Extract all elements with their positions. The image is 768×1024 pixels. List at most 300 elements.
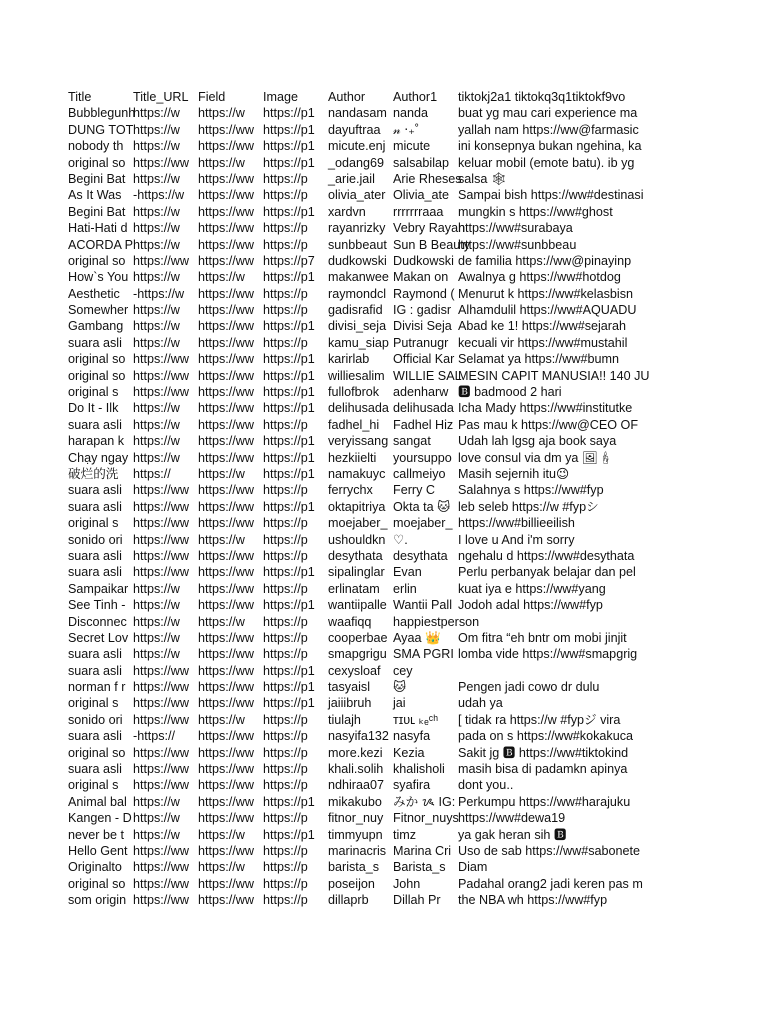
table-cell: https://p <box>263 516 308 531</box>
table-cell: みか ᝰ IG: <box>393 794 456 809</box>
table-cell: suara asli <box>68 417 122 432</box>
table-cell: desythata <box>328 548 383 563</box>
table-row <box>68 351 658 367</box>
table-cell: original s <box>68 516 119 531</box>
table-cell: 🐱 <box>393 680 407 695</box>
table-cell: micute <box>393 139 431 154</box>
table-cell: salsabilap <box>393 155 450 170</box>
table-row <box>68 220 658 236</box>
table-cell: oktapitriya <box>328 499 386 514</box>
table-cell: moejaber_ <box>393 516 453 531</box>
table-row <box>68 269 658 285</box>
table-cell: Hello Gent <box>68 843 128 858</box>
table-cell: suara asli <box>68 499 122 514</box>
table-cell: https://p <box>263 893 308 908</box>
table-cell: https://ww <box>198 401 254 416</box>
table-cell: https://ww <box>133 532 189 547</box>
table-cell: dillaprb <box>328 893 369 908</box>
table-cell: https://w <box>198 466 245 481</box>
table-cell: https://ww <box>133 893 189 908</box>
table-cell: https://ww#surabaya <box>458 221 573 236</box>
table-cell: https://p1 <box>263 106 315 121</box>
table-cell: yoursuppo <box>393 450 452 465</box>
table-cell: https://ww <box>198 843 254 858</box>
table-cell: xardvn <box>328 204 366 219</box>
table-cell: 🅱 badmood 2 hari <box>458 385 562 400</box>
table-row <box>68 450 658 466</box>
table-cell: https://ww <box>198 171 254 186</box>
table-cell: -https://w <box>133 188 185 203</box>
table-cell: https://p <box>263 811 308 826</box>
table-cell: https://w <box>133 598 180 613</box>
table-cell: IG : gadisr <box>393 303 452 318</box>
table-cell: nandasam <box>328 106 387 121</box>
table-cell: https://p1 <box>263 155 315 170</box>
header-row <box>68 89 658 105</box>
table-cell: https://w <box>133 827 180 842</box>
table-cell: https://w <box>133 171 180 186</box>
table-cell: nobody th <box>68 139 124 154</box>
table-cell: kamu_siap <box>328 335 389 350</box>
table-cell: https://p1 <box>263 466 315 481</box>
table-cell: https://ww#sunbbeau <box>458 237 577 252</box>
table-cell: https://p1 <box>263 385 315 400</box>
table-cell: https://p <box>263 532 308 547</box>
table-cell: SMA PGRI <box>393 647 454 662</box>
table-cell: John <box>393 876 421 891</box>
table-cell: https://ww <box>198 696 254 711</box>
table-cell: delihusada <box>328 401 389 416</box>
table-row <box>68 859 658 875</box>
table-cell: https://ww <box>133 712 189 727</box>
table-cell: Uso de sab https://ww#sabonete <box>458 843 641 858</box>
table-row <box>68 105 658 121</box>
table-cell: Padahal orang2 jadi keren pas m <box>458 876 643 891</box>
table-cell: nasyifa132 <box>328 729 389 744</box>
table-cell: [ tidak ra https://w #fypジ vira <box>458 712 621 727</box>
table-cell: https://w <box>198 155 245 170</box>
table-cell: https://ww <box>198 794 254 809</box>
table-cell: micute.enj <box>328 139 386 154</box>
table-cell: https://p1 <box>263 827 315 842</box>
table-cell: Ferry C <box>393 483 435 498</box>
table-cell: raymondcl <box>328 286 387 301</box>
table-cell: Raymond ( <box>393 286 455 301</box>
table-cell: https://ww <box>198 811 254 826</box>
table-cell: https://ww <box>133 762 189 777</box>
table-cell: https://ww <box>198 335 254 350</box>
table-cell: ini konsepnya bukan ngehina, ka <box>458 139 642 154</box>
table-cell: https://p1 <box>263 139 315 154</box>
table-cell: masih bisa di padamkn apinya <box>458 762 628 777</box>
table-cell: sonido ori <box>68 532 123 547</box>
table-cell: https://ww <box>198 548 254 563</box>
table-row <box>68 614 658 630</box>
table-cell: https://p1 <box>263 122 315 137</box>
table-cell: veryissang <box>328 434 389 449</box>
header-cell-author: Author <box>328 90 366 104</box>
table-cell: sangat <box>393 434 431 449</box>
table-cell: jai <box>393 696 406 711</box>
table-row <box>68 876 658 892</box>
table-cell: erlin <box>393 581 417 596</box>
table-row <box>68 794 658 810</box>
table-cell: wantiipalle <box>328 598 387 613</box>
table-cell: https://p <box>263 237 308 252</box>
table-cell: https://p <box>263 548 308 563</box>
table-cell: https://ww <box>133 565 189 580</box>
table-cell: See Tinh - <box>68 598 126 613</box>
table-cell: https://ww <box>133 696 189 711</box>
table-cell: https://p <box>263 614 308 629</box>
table-cell: original so <box>68 368 126 383</box>
table-cell: https://p1 <box>263 204 315 219</box>
table-cell: fadhel_hi <box>328 417 380 432</box>
table-cell: Disconnec <box>68 614 127 629</box>
table-cell: cey <box>393 663 413 678</box>
table-cell: som origin <box>68 893 127 908</box>
table-cell: sunbbeaut <box>328 237 387 252</box>
table-cell: MESIN CAPIT MANUSIA!! 140 JU <box>458 368 650 383</box>
table-row <box>68 286 658 302</box>
table-cell: jaiiibruh <box>328 696 372 711</box>
table-cell: https://ww <box>198 680 254 695</box>
table-cell: Arie Rheses <box>393 171 462 186</box>
table-cell: https://w <box>133 335 180 350</box>
table-cell: https://p1 <box>263 499 315 514</box>
table-cell: https://ww#billieeilish <box>458 516 575 531</box>
table-cell: https://p1 <box>263 696 315 711</box>
table-cell: Official Kar <box>393 352 455 367</box>
table-row <box>68 810 658 826</box>
table-cell <box>458 614 658 630</box>
table-cell: Kangen - D <box>68 811 132 826</box>
table-cell: Om fitra “eh bntr om mobi jinjit <box>458 630 627 645</box>
table-cell: norman f r <box>68 680 126 695</box>
table-cell: https://ww <box>198 204 254 219</box>
table-cell: marinacris <box>328 843 387 858</box>
table-cell: https://ww <box>198 729 254 744</box>
table-cell: Sakit jg 🅱 https://ww#tiktokind <box>458 745 629 760</box>
table-cell: https://p1 <box>263 680 315 695</box>
table-row <box>68 843 658 859</box>
table-cell: tiulajh <box>328 712 361 727</box>
table-cell: Jodoh adal https://ww#fyp <box>458 598 603 613</box>
table-cell: https://p1 <box>263 794 315 809</box>
table-cell: suara asli <box>68 663 122 678</box>
table-cell: https://ww <box>198 581 254 596</box>
table-cell: https://ww <box>133 843 189 858</box>
table-cell: buat yg mau cari experience ma <box>458 106 638 121</box>
table-cell: -https:// <box>133 729 175 744</box>
table-cell: Okta ta 🐱 <box>393 499 451 514</box>
table-cell: https://p1 <box>263 368 315 383</box>
table-cell: https://p <box>263 335 308 350</box>
table-cell: https://ww <box>198 893 254 908</box>
table-cell: https://w <box>198 270 245 285</box>
table-cell: Menurut k https://ww#kelasbisn <box>458 286 633 301</box>
table-cell: https://ww <box>198 286 254 301</box>
table-cell: Do It - Ilk <box>68 401 119 416</box>
table-cell: makanwee <box>328 270 389 285</box>
table-cell: waafiqq <box>328 614 372 629</box>
table-cell: https://p1 <box>263 434 315 449</box>
table-cell: Pas mau k https://ww@CEO OF <box>458 417 639 432</box>
table-cell: Diam <box>458 860 488 875</box>
table-cell: https://p1 <box>263 565 315 580</box>
table-cell: https://ww <box>133 745 189 760</box>
table-cell: callmeiyo <box>393 466 446 481</box>
table-cell: namakuyc <box>328 466 386 481</box>
table-cell: mikakubo <box>328 794 382 809</box>
table-cell: Ayaa 👑 <box>393 630 441 645</box>
table-cell: https://ww <box>133 680 189 695</box>
table-cell: As It Was <box>68 188 122 203</box>
table-row <box>68 679 658 695</box>
table-row <box>68 712 658 728</box>
table-cell: https://ww <box>133 253 189 268</box>
table-cell: hezkiielti <box>328 450 377 465</box>
table-cell: DUNG TOT <box>68 122 134 137</box>
table-cell: suara asli <box>68 565 122 580</box>
table-cell: https://p <box>263 745 308 760</box>
header-cell-image: Image <box>263 90 299 104</box>
table-cell: https://w <box>133 401 180 416</box>
table-cell: dayuftraa <box>328 122 381 137</box>
table-cell: https://w <box>133 122 180 137</box>
table-cell: fullofbrok <box>328 385 380 400</box>
table-cell: Gambang <box>68 319 124 334</box>
table-cell: https://ww <box>133 876 189 891</box>
table-cell: salsa 🕸 <box>458 171 507 186</box>
table-row <box>68 532 658 548</box>
table-cell: https://p <box>263 762 308 777</box>
table-cell: How`s You <box>68 270 129 285</box>
table-cell: Pengen jadi cowo dr dulu <box>458 680 600 695</box>
table-row <box>68 433 658 449</box>
table-row <box>68 892 658 908</box>
table-row <box>68 318 658 334</box>
table-cell: cooperbae <box>328 630 388 645</box>
table-cell: https://p <box>263 188 308 203</box>
table-cell: delihusada <box>393 401 454 416</box>
table-row <box>68 335 658 351</box>
table-cell: suara asli <box>68 483 122 498</box>
table-cell: the NBA wh https://ww#fyp <box>458 893 608 908</box>
table-row <box>68 138 658 154</box>
table-cell: Chạy ngay <box>68 450 129 465</box>
table-cell: https://ww <box>198 483 254 498</box>
header-cell-tiktok: tiktokj2a1 tiktokq3q1tiktokf9vo <box>458 90 626 104</box>
table-cell: https://w <box>133 794 180 809</box>
table-cell: https://ww <box>133 548 189 563</box>
table-cell: kecuali vir https://ww#mustahil <box>458 335 628 350</box>
table-cell: khali.solih <box>328 762 384 777</box>
table-cell: _arie.jail <box>328 171 375 186</box>
table-row <box>68 663 658 679</box>
table-cell: olivia_ater <box>328 188 386 203</box>
table-cell: https://ww <box>198 303 254 318</box>
table-cell: Marina Cri <box>393 843 452 858</box>
table-cell: https://ww <box>198 565 254 580</box>
table-cell: https://ww <box>133 499 189 514</box>
table-cell: https://p <box>263 843 308 858</box>
table-cell: original so <box>68 745 126 760</box>
table-cell: https://w <box>133 434 180 449</box>
table-cell: original s <box>68 696 119 711</box>
table-row <box>68 630 658 646</box>
table-cell: rrrrrrraaa <box>393 204 444 219</box>
table-cell: de familia https://ww@pinayinp <box>458 253 632 268</box>
table-row <box>68 482 658 498</box>
table-cell: https://ww <box>198 499 254 514</box>
table-cell: https://p <box>263 712 308 727</box>
table-cell: leb seleb https://w #fypシ <box>458 499 599 514</box>
table-cell: Dudkowski <box>393 253 454 268</box>
table-row <box>68 515 658 531</box>
table-cell: https://p <box>263 729 308 744</box>
table-cell: original so <box>68 155 126 170</box>
table-cell: https://ww <box>133 352 189 367</box>
table-row <box>68 695 658 711</box>
table-cell: karirlab <box>328 352 370 367</box>
table-cell: cexysloaf <box>328 663 381 678</box>
table-cell: https://ww <box>198 352 254 367</box>
table-row <box>68 122 658 138</box>
table-cell: Perkumpu https://ww#harajuku <box>458 794 631 809</box>
table-row <box>68 171 658 187</box>
table-cell: tasyaisl <box>328 680 370 695</box>
table-cell: ya gak heran sih 🅱 <box>458 827 567 842</box>
table-cell: barista_s <box>328 860 380 875</box>
table-cell: https://p <box>263 171 308 186</box>
table-cell: https://ww <box>133 483 189 498</box>
table-cell: Begini Bat <box>68 204 126 219</box>
table-cell: https://ww <box>198 876 254 891</box>
table-cell: https://p1 <box>263 450 315 465</box>
table-row <box>68 368 658 384</box>
table-cell: https://w <box>133 106 180 121</box>
table-row <box>68 302 658 318</box>
table-cell: https://p <box>263 778 308 793</box>
table-cell: _odang69 <box>328 155 385 170</box>
table-cell: Wantii Pall <box>393 598 453 613</box>
table-row <box>68 827 658 843</box>
table-cell: original s <box>68 778 119 793</box>
table-cell: https://ww <box>198 778 254 793</box>
table-cell: https://w <box>133 417 180 432</box>
table-cell: poseijon <box>328 876 375 891</box>
header-cell-title-url: Title_URL <box>133 90 189 104</box>
table-row <box>68 417 658 433</box>
table-row <box>68 466 658 482</box>
table-cell: Evan <box>393 565 422 580</box>
table-cell: https://p1 <box>263 270 315 285</box>
table-cell: https://p7 <box>263 253 315 268</box>
table-cell: original so <box>68 876 126 891</box>
table-cell: https://ww <box>198 598 254 613</box>
table-cell: nasyfa <box>393 729 431 744</box>
table-cell: Somewher <box>68 303 129 318</box>
table-cell: https://p <box>263 860 308 875</box>
table-body <box>68 105 658 908</box>
table-cell: https://p <box>263 286 308 301</box>
table-cell: suara asli <box>68 647 122 662</box>
table-cell: https://ww <box>198 762 254 777</box>
table-cell: 破烂的洗 <box>68 466 119 481</box>
table-cell: https://ww#dewa19 <box>458 811 566 826</box>
table-cell: Originalto <box>68 860 122 875</box>
table-cell: ndhiraa07 <box>328 778 385 793</box>
table-cell: https://ww <box>133 860 189 875</box>
table-cell: Perlu perbanyak belajar dan pel <box>458 565 636 580</box>
table-cell: more.kezi <box>328 745 383 760</box>
table-cell: https://ww <box>198 417 254 432</box>
table-cell: https://ww <box>198 663 254 678</box>
table-cell: https://w <box>198 712 245 727</box>
table-cell: https://w <box>133 237 180 252</box>
table-cell: sipalinglar <box>328 565 385 580</box>
table-cell: Dillah Pr <box>393 893 441 908</box>
table-cell: https://ww <box>198 368 254 383</box>
table-cell: https://p1 <box>263 401 315 416</box>
table-cell: Aesthetic <box>68 286 120 301</box>
table-cell: ACORDA P <box>68 237 134 252</box>
table-cell: gadisrafid <box>328 303 383 318</box>
table-cell: Kezia <box>393 745 425 760</box>
table-cell: https://ww <box>198 385 254 400</box>
table-cell: Putranugr <box>393 335 449 350</box>
table-cell <box>458 663 658 679</box>
table-row <box>68 581 658 597</box>
table-cell: https://w <box>133 581 180 596</box>
table-cell: suara asli <box>68 729 122 744</box>
table-cell: https://ww <box>198 319 254 334</box>
table-cell: https://w <box>198 614 245 629</box>
table-row <box>68 384 658 400</box>
table-cell: Olivia_ate <box>393 188 450 203</box>
table-cell: Fadhel Hiz <box>393 417 454 432</box>
table-cell: never be t <box>68 827 125 842</box>
table-cell: 𝓃 ‧₊˚ <box>393 122 420 137</box>
table-cell: rayanrizky <box>328 221 386 236</box>
header-cell-field: Field <box>198 90 226 104</box>
table-cell: https://ww <box>198 139 254 154</box>
table-cell: Salahnya s https://ww#fyp <box>458 483 604 498</box>
table-cell: Sampai bish https://ww#destinasi <box>458 188 644 203</box>
table-row <box>68 564 658 580</box>
table-row <box>68 187 658 203</box>
table-row <box>68 499 658 515</box>
table-cell: khalisholi <box>393 762 445 777</box>
table-cell: https://w <box>133 204 180 219</box>
table-cell: https://w <box>133 630 180 645</box>
table-cell: https://w <box>133 221 180 236</box>
table-cell: https://p <box>263 483 308 498</box>
table-cell: -https://w <box>133 286 185 301</box>
table-cell: https://p <box>263 630 308 645</box>
spreadsheet <box>68 89 658 909</box>
table-cell: ferrychx <box>328 483 373 498</box>
table-row <box>68 204 658 220</box>
table-cell: https://ww <box>133 385 189 400</box>
table-cell: ushouldkn <box>328 532 386 547</box>
table-cell: williesalim <box>328 368 385 383</box>
table-cell: https://p1 <box>263 663 315 678</box>
table-cell: suara asli <box>68 762 122 777</box>
table-row <box>68 761 658 777</box>
table-cell: Alhamdulil https://ww#AQUADU <box>458 303 637 318</box>
